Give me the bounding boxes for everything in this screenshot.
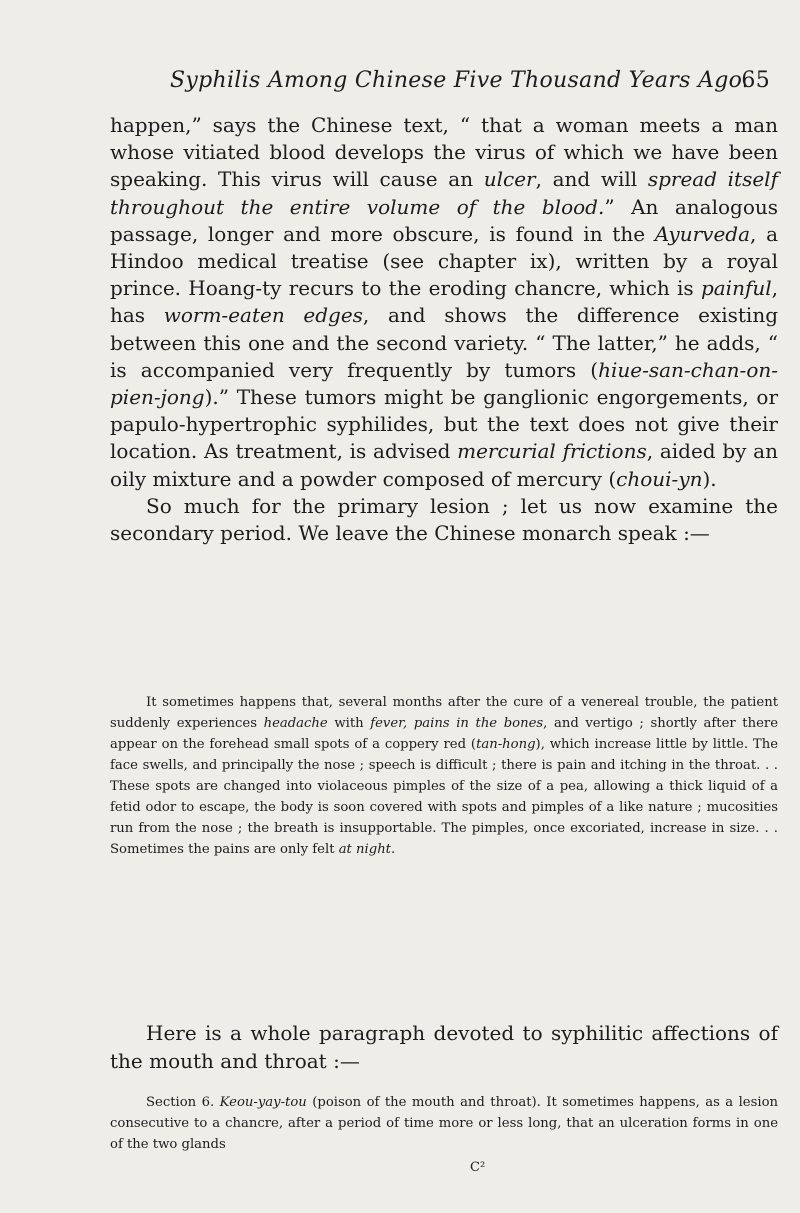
running-header xyxy=(170,68,770,93)
italic-term: tan-hong xyxy=(476,737,536,752)
main-text xyxy=(110,112,778,547)
italic-term: painful xyxy=(700,276,772,301)
text-run: happen,” says the Chinese text, “ that a woman meets a man whose vitiated blood develops the virus of which we have been speaking. This virus will cause an xyxy=(110,113,778,192)
page-number: 65 xyxy=(741,68,770,93)
text-run: with xyxy=(327,716,371,731)
paragraph-primary-lesion xyxy=(110,112,778,493)
text-run: . xyxy=(391,842,396,857)
text-run: (poison of the mouth and throat). It sometimes happens, as a lesion consecutive to a chancre, after a period of time more or less long, that an ulceration forms in one of the two glands xyxy=(110,1095,779,1152)
italic-term: at night xyxy=(338,842,391,857)
italic-term: spread itself throughout the entire volume of the blood. xyxy=(110,167,778,219)
text-run: Section 6. xyxy=(146,1095,220,1110)
italic-term: mercurial frictions xyxy=(457,439,647,464)
text-run: ). xyxy=(702,466,717,491)
italic-term: choui-yn xyxy=(616,466,703,491)
text-run: ), which increase little by little. The face swells, and principally the nose ; speech is difficult ; there is pain and itching in the throat. . . These spots are changed into violaceous pimples of the size of a pea, allowing a thick liquid of a fetid odor to escape, the body is soon covered with spots and pimples of a like nature ; mucosities run from the nose ; the breath is insupportable. The pimples, once excoriated, increase in size. . . Sometimes the pains are only felt xyxy=(110,737,778,857)
paragraph-text: Here is a whole paragraph devoted to syphilitic affections of the mouth and throat :— xyxy=(110,1021,778,1073)
italic-term: headache xyxy=(263,716,328,731)
quote-paragraph xyxy=(110,692,778,860)
italic-term: Keou-yay-tou xyxy=(219,1095,307,1110)
italic-term: Ayurveda xyxy=(654,221,751,246)
text-run: , aided by an oily mixture and a powder composed of mercury ( xyxy=(110,439,778,491)
text-run: ” An analogous passage, longer and more obscure, is found in the xyxy=(110,194,779,246)
italic-term: worm-eaten edges xyxy=(163,303,363,328)
italic-term: fever, pains in the bones xyxy=(370,716,544,731)
paragraph-mouth-throat-intro xyxy=(110,1020,778,1075)
italic-term: hiue-san-chan-on-pien-jong xyxy=(110,357,778,410)
italic-term: ulcer xyxy=(483,167,536,192)
text-run: It sometimes happens that, several months after the cure of a venereal trouble, the patient suddenly experiences xyxy=(110,695,778,731)
text-run: , and shows the difference existing between this one and the second variety. “ The latter,” he adds, “ is accompanied very frequently by tumors ( xyxy=(110,303,778,382)
signature-mark: C² xyxy=(470,1160,486,1175)
paragraph-secondary-period: So much for the primary lesion ; let us now examine the secondary period. We leave the Chinese monarch speak :— xyxy=(110,493,778,546)
text-run: ).” These tumors might be ganglionic engorgements, or papulo-hypertrophic syphilides, but the text does not give their location. As treatment, is advised xyxy=(110,385,778,464)
running-title: Syphilis Among Chinese Five Thousand Years Ago. xyxy=(170,68,750,93)
section-6-quote xyxy=(110,1092,778,1155)
block-quote xyxy=(110,692,778,860)
text-run: , has xyxy=(110,276,778,328)
section-paragraph xyxy=(110,1092,778,1155)
text-run: , and vertigo ; shortly after there appear on the forehead small spots of a coppery red ( xyxy=(110,716,778,752)
text-run: , and will xyxy=(535,167,648,192)
text-run: , a Hindoo medical treatise (see chapter ix), written by a royal prince. Hoang-ty recurs to the eroding chancre, which is xyxy=(110,221,779,301)
